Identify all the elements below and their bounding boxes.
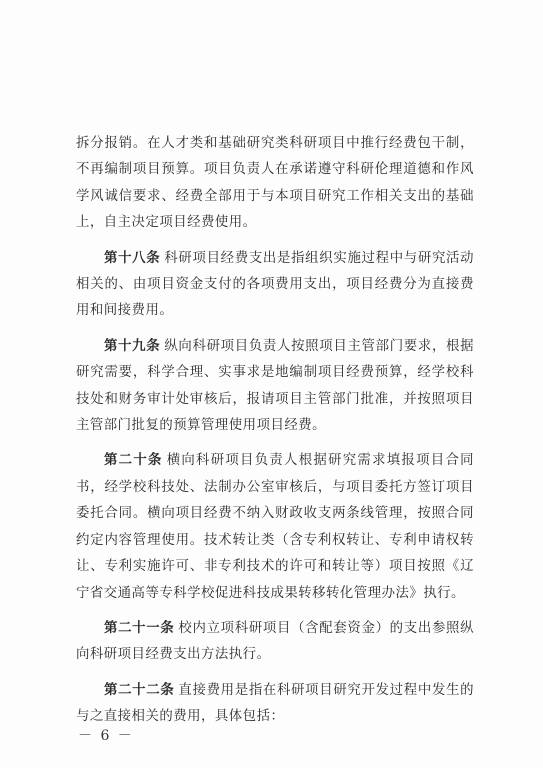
paragraph-text: 校内立项科研项目（含配套资金）的支出参照纵向科研项目经费支出方法执行。 — [76, 620, 474, 663]
paragraph-text: 直接费用是指在科研项目研究开发过程中发生的与之直接相关的费用，具体包括： — [76, 682, 474, 725]
paragraph-continuation — [76, 131, 474, 237]
paragraph-text: 横向科研项目负责人根据研究需求填报项目合同书，经学校科技处、法制办公室审核后，与项目委托方签订项目委托合同。横向项目经费不纳入财政收支两条线管理，按照合同约定内容管理使用。技术转让类（含专利权转让、专利申请权转让、专利实施许可、非专利技术的许可和转让等）项目按照《辽宁省交通高等专科学校促进科技成果转移转化管理办法》执行。 — [76, 453, 475, 601]
article-number: 第二十条 — [104, 452, 163, 469]
paragraph-article-20 — [76, 447, 474, 606]
article-number: 第十八条 — [104, 249, 161, 266]
paragraph-article-21 — [76, 615, 474, 669]
article-number: 第二十二条 — [104, 681, 175, 698]
paragraph-text: 纵向科研项目负责人按照项目主管部门要求，根据研究需要，科学合理、实事求是地编制项目经费预算，经学校科技处和财务审计处审核后，报请项目主管部门批准，并按照项目主管部门批复的预算管理使用项目经费。 — [76, 338, 475, 434]
page-number: － 6 － — [78, 728, 134, 744]
paragraph-text: 科研项目经费支出是指组织实施过程中与研究活动相关的、由项目资金支付的各项费用支出，项目经费分为直接费用和间接费用。 — [76, 250, 475, 319]
document-body — [76, 131, 474, 739]
paragraph-text: 拆分报销。在人才类和基础研究类科研项目中推行经费包干制，不再编制项目预算。项目负责人在承诺遵守科研伦理道德和作风学风诚信要求、经费全部用于与本项目研究工作相关支出的基础上，自主决定项目经费使用。 — [76, 136, 474, 231]
paragraph-article-22 — [76, 677, 474, 731]
paragraph-article-18 — [76, 245, 474, 325]
article-number: 第二十一条 — [104, 619, 175, 636]
paragraph-article-19 — [76, 333, 474, 440]
article-number: 第十九条 — [104, 337, 161, 354]
